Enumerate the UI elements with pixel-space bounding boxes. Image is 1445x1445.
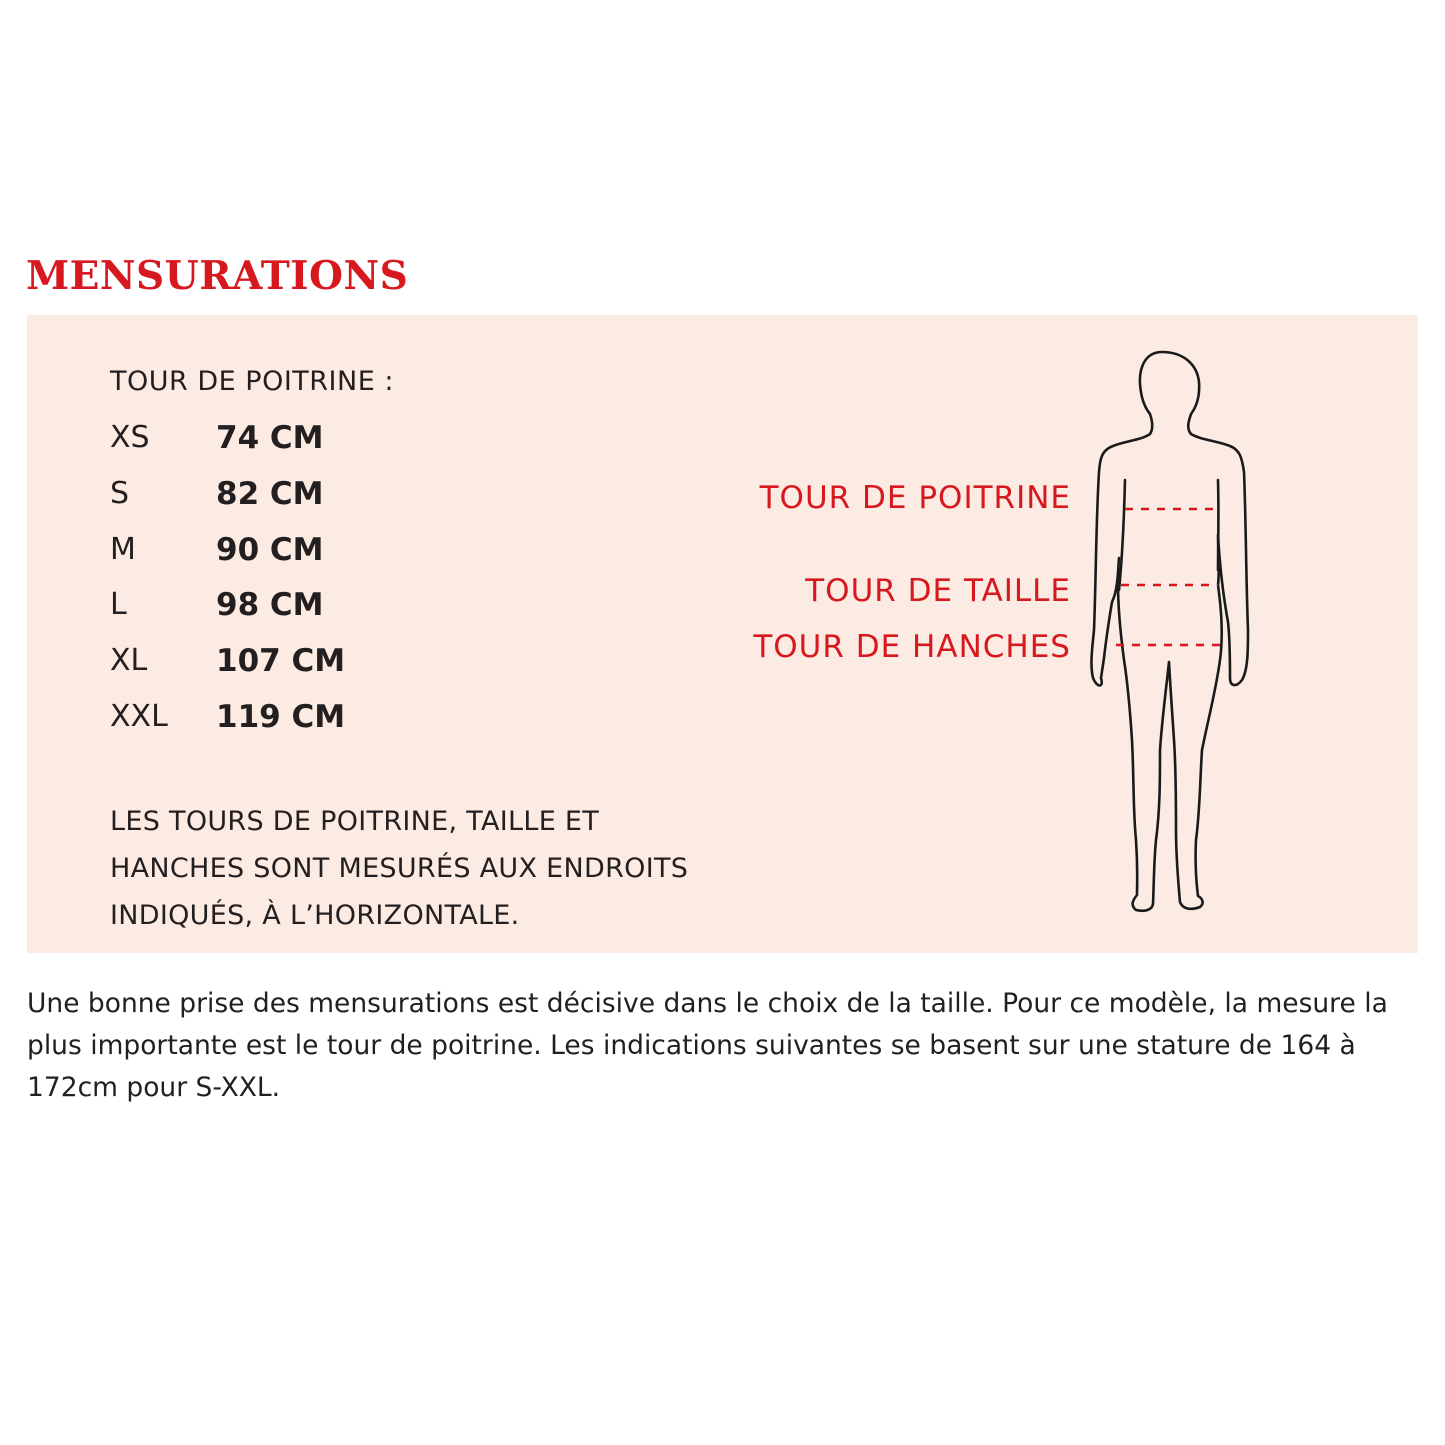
measurement-note bbox=[110, 798, 750, 939]
description-line: plus importante est le tour de poitrine. Les indications suivantes se basent sur une stature de 164 à bbox=[27, 1030, 1356, 1061]
size-value: 90 CM bbox=[216, 531, 324, 568]
chest-label: TOUR DE POITRINE bbox=[759, 480, 1071, 516]
size-label: XXL bbox=[110, 698, 168, 734]
size-row-xs bbox=[110, 416, 370, 472]
hips-label: TOUR DE HANCHES bbox=[753, 629, 1071, 665]
size-value: 119 CM bbox=[216, 698, 346, 735]
note-line: LES TOURS DE POITRINE, TAILLE ET bbox=[110, 806, 600, 837]
size-value: 74 CM bbox=[216, 420, 324, 456]
size-row-s bbox=[110, 472, 370, 528]
size-value: 82 CM bbox=[216, 475, 324, 512]
chest-heading: TOUR DE POITRINE : bbox=[110, 366, 394, 397]
size-row-l bbox=[110, 583, 370, 639]
size-label: S bbox=[110, 475, 130, 511]
waist-label: TOUR DE TAILLE bbox=[805, 573, 1071, 609]
size-value: 98 CM bbox=[216, 587, 324, 624]
note-line: HANCHES SONT MESURÉS AUX ENDROITS bbox=[110, 853, 689, 884]
note-line: INDIQUÉS, À L’HORIZONTALE. bbox=[110, 900, 520, 931]
body-silhouette-icon bbox=[1080, 340, 1270, 920]
description-line: 172cm pour S-XXL. bbox=[27, 1072, 281, 1103]
size-row-xl bbox=[110, 639, 370, 695]
size-value: 107 CM bbox=[216, 643, 346, 680]
description bbox=[27, 983, 1427, 1109]
page-title: MENSURATIONS bbox=[26, 253, 409, 299]
size-label: XL bbox=[110, 643, 148, 679]
size-label: XS bbox=[110, 420, 150, 455]
size-row-xxl bbox=[110, 695, 370, 751]
description-line: Une bonne prise des mensurations est décisive dans le choix de la taille. Pour ce modèle, la mesure la bbox=[27, 988, 1388, 1019]
size-row-m bbox=[110, 528, 370, 584]
size-label: L bbox=[110, 587, 127, 623]
size-label: M bbox=[110, 531, 136, 567]
size-table bbox=[110, 416, 370, 751]
